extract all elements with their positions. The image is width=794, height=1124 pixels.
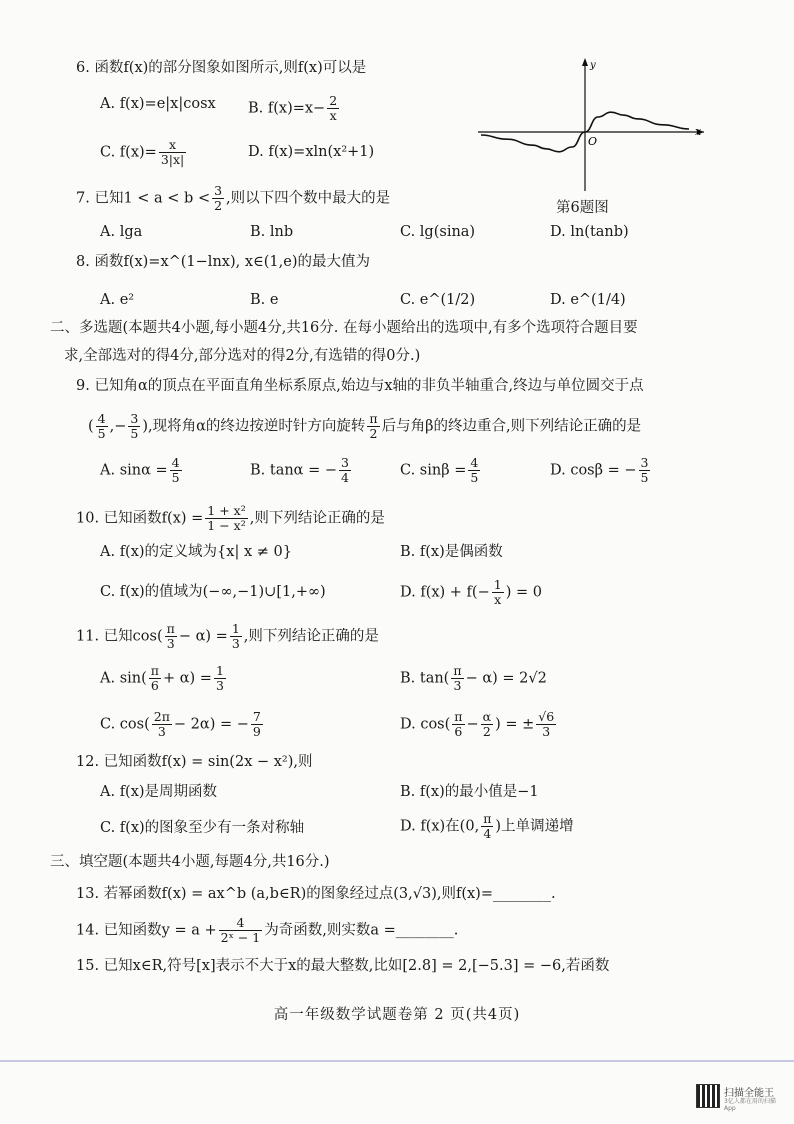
q12-option-a: A. f(x)是周期函数 <box>100 784 218 800</box>
q6-figure-caption: 第6题图 <box>556 200 609 216</box>
q10-stem: 10. 已知函数f(x) = $\frac{\text{1 + x²}}{\text{1 − x²}}$ ,则下列结论正确的是 <box>76 503 385 533</box>
q7-option-d: D. ln(tanb) <box>550 224 629 240</box>
q12-stem: 12. 已知函数f(x) = sin(2x − x²),则 <box>76 754 313 770</box>
qr-code-icon <box>696 1084 720 1108</box>
q7-option-b: B. lnb <box>250 224 294 240</box>
y-axis-label: y <box>590 60 596 71</box>
q12-option-c: C. f(x)的图象至少有一条对称轴 <box>100 820 305 836</box>
q15-text: 15. 已知x∈R,符号[x]表示不大于x的最大整数,比如[2.8] = 2,[−5.3] = −6,若函数 <box>76 958 610 974</box>
q13-text: 13. 若幂函数f(x) = ax^b (a,b∈R)的图象经过点(3,√3),则f(x)=________. <box>76 886 556 902</box>
q6-stem: 6. 函数f(x)的部分图象如图所示,则f(x)可以是 <box>76 60 367 76</box>
origin-label: O <box>588 135 598 148</box>
q14-text: 14. 已知函数y = a + $\frac{4}{\text{2ˣ − 1}}$ 为奇函数,则实数a =________. <box>76 915 459 945</box>
q10-option-a: A. f(x)的定义域为{x| x ≠ 0} <box>100 544 292 560</box>
q6-option-c: C. f(x)= $\frac{x}{3|x|}$ <box>100 137 185 167</box>
q8-option-a: A. e² <box>100 292 135 308</box>
q8-stem: 8. 函数f(x)=x^(1−lnx), x∈(1,e)的最大值为 <box>76 254 370 270</box>
q11-option-d: D. cos( $\frac{\pi}{6}$ − $\frac{\alpha}{2}$ ) = ± $\frac{√6}{3}$ <box>400 709 555 739</box>
q7-option-a: A. lga <box>100 224 143 240</box>
q10-option-c: C. f(x)的值域为(−∞,−1)∪[1,+∞) <box>100 584 326 600</box>
q8-option-d: D. e^(1/4) <box>550 292 626 308</box>
q9-option-c: C. sinβ = $\frac{4}{5}$ <box>400 455 479 485</box>
q6-option-b: B. f(x)=x− $\frac{2}{x}$ <box>248 93 338 123</box>
q6-function-graph <box>470 55 710 195</box>
page-divider <box>0 1060 794 1062</box>
badge-subtitle: 3亿人都在用的扫描App <box>724 1098 776 1112</box>
q11-option-c: C. cos( $\frac{2\pi}{3}$ − 2α) = − $\frac{7}{9}$ <box>100 709 261 739</box>
section3-heading: 三、填空题(本题共4小题,每题4分,共16分.) <box>50 854 330 870</box>
q9-option-a: A. sinα = $\frac{4}{5}$ <box>100 455 180 485</box>
q8-option-c: C. e^(1/2) <box>400 292 476 308</box>
q9-option-d: D. cosβ = − $\frac{3}{5}$ <box>550 455 649 485</box>
q9-stem-line1: 9. 已知角α的顶点在平面直角坐标系原点,始边与x轴的非负半轴重合,终边与单位圆交于点 <box>76 378 644 394</box>
q11-option-b: B. tan( $\frac{\pi}{3}$ − α) = 2√2 <box>400 663 547 693</box>
badge-title: 扫描全能王 <box>724 1088 774 1099</box>
page-footer: 高一年级数学试题卷第 2 页(共4页) <box>273 1007 521 1023</box>
q8-option-b: B. e <box>250 292 279 308</box>
q11-option-a: A. sin( $\frac{\pi}{6}$ + α) = $\frac{1}{3}$ <box>100 663 224 693</box>
q12-option-d: D. f(x)在(0, $\frac{\pi}{4}$ )上单调递增 <box>400 811 574 841</box>
q9-stem-line2: ( $\frac{4}{5}$ ,− $\frac{3}{5}$ ),现将角α的终边按逆时针方向旋转 $\frac{\pi}{2}$ 后与角β的终边重合,则下列结论正确的是 <box>88 411 642 441</box>
q11-stem: 11. 已知cos( $\frac{\pi}{3}$ − α) = $\frac{1}{3}$ ,则下列结论正确的是 <box>76 621 379 651</box>
y-axis-arrow <box>582 58 588 66</box>
q7-option-c: C. lg(sina) <box>400 224 476 240</box>
q9-option-b: B. tanα = − $\frac{3}{4}$ <box>250 455 349 485</box>
section2-heading: 二、多选题(本题共4小题,每小题4分,共16分. 在每小题给出的选项中,有多个选项符合题目要 <box>50 320 638 336</box>
q6-option-a: A. f(x)=e|x|cosx <box>100 96 216 112</box>
q10-option-d: D. f(x) + f(− $\frac{1}{x}$ ) = 0 <box>400 577 542 607</box>
q12-option-b: B. f(x)的最小值是−1 <box>400 784 539 800</box>
x-axis-label: x <box>695 125 702 138</box>
scanner-badge <box>696 1084 786 1112</box>
q10-option-b: B. f(x)是偶函数 <box>400 544 503 560</box>
q7-stem: 7. 已知1 < a < b < $\frac{3}{2}$ ,则以下四个数中最大的是 <box>76 183 391 213</box>
q6-option-d: D. f(x)=xln(x²+1) <box>248 144 375 160</box>
section2-instructions: 求,全部选对的得4分,部分选对的得2分,有选错的得0分.) <box>64 348 421 364</box>
